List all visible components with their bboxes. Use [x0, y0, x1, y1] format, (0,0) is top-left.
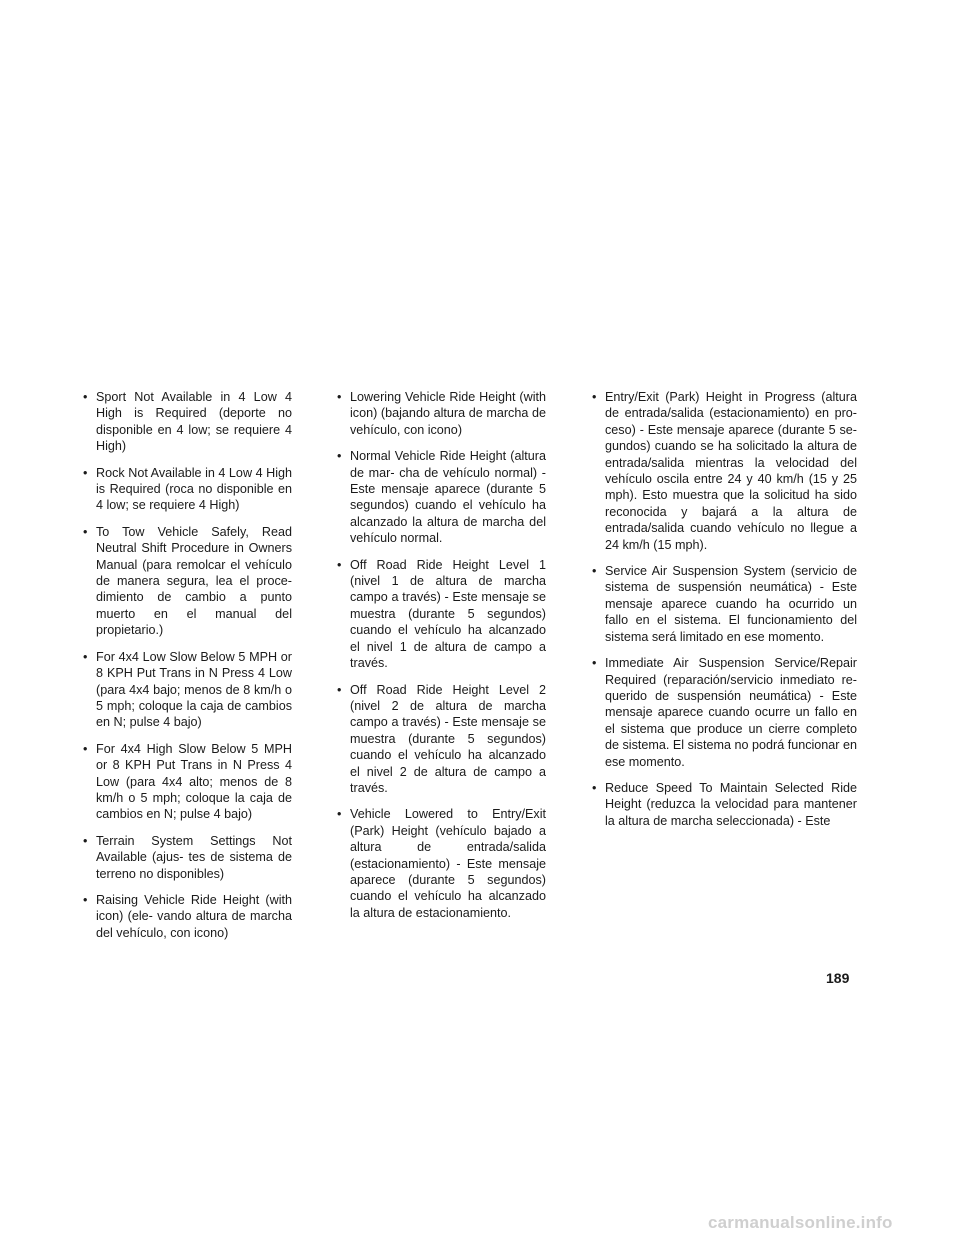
list-item [589, 563, 857, 645]
list-item [80, 741, 292, 823]
list-item [334, 682, 546, 797]
bullet-icon: • [592, 564, 597, 579]
list-item-text: Normal Vehicle Ride Height (altura de mar- cha de vehículo normal) - Este mensaje aparece (durante 5 segundos) cuando el vehículo ha alcanzado la altura de marcha del vehículo normal. [350, 449, 546, 546]
bullet-icon: • [83, 390, 88, 404]
list-item [80, 833, 292, 882]
list-item [80, 649, 292, 731]
list-item [589, 389, 857, 553]
bullet-icon: • [83, 741, 88, 756]
list-item-text: For 4x4 High Slow Below 5 MPH or 8 KPH Put Trans in N Press 4 Low (para 4x4 alto; menos de 8 km/h o 5 mph; coloque la caja de cambios en N; pulse 4 bajo) [96, 741, 292, 822]
bullet-icon: • [83, 649, 88, 664]
bullet-icon: • [83, 524, 88, 539]
list-item-text: Service Air Suspension System (servicio de sistema de suspensión neumática) - Este mensaje aparece cuando ha ocurrido un fallo en el sistema. El funcionamiento del sistema será limitado en ese momento. [605, 564, 857, 644]
watermark: carmanualsonline.info [708, 1213, 893, 1232]
list-item [589, 780, 857, 829]
bullet-icon: • [592, 390, 597, 404]
list-item [80, 389, 292, 455]
list-item-text: To Tow Vehicle Safely, Read Neutral Shift Procedure in Owners Manual (para remolcar el vehículo de manera segura, lea el proce- dimiento de cambio a punto muerto en el manual del propietario.) [96, 524, 292, 638]
bullet-icon: • [592, 780, 597, 795]
list-item-text: Terrain System Settings Not Available (ajus- tes de sistema de terreno no disponibles) [96, 833, 292, 881]
bullet-icon: • [337, 449, 342, 464]
list-item-text: Immediate Air Suspension Service/Repair Required (reparación/servicio inmediato re- querido de suspensión neumática) - Este mensaje aparece cuando ocurre un fallo en el sistema que produce un cierre completo de sistema. El sistema no podrá funcionar en ese momento. [605, 656, 858, 769]
list-item [589, 655, 857, 770]
list-item [334, 557, 546, 672]
list-item-text: Sport Not Available in 4 Low 4 High is Required (deporte no disponible en 4 low; se requiere 4 High) [96, 390, 292, 454]
list-item [334, 389, 546, 438]
list-item [334, 448, 546, 546]
list-item [80, 892, 292, 941]
page-number: 189 [826, 970, 850, 986]
list-item-text: Vehicle Lowered to Entry/Exit (Park) Height (vehículo bajado a altura de entrada/salida (estacionamiento) - Este mensaje aparece (durante 5 segundos) cuando el vehículo ha alcanzado la altura de estacionamiento. [350, 807, 546, 920]
list-item-text: Entry/Exit (Park) Height in Progress (altura de entrada/salida (estacionamiento) en pro- ceso) - Este mensaje aparece (durante 5 se- gundos) cuando se ha solicitado la altura de entrada/salida mientras la velocidad del vehículo oscila entre 24 y 40 km/h (15 y 25 mph). Esto muestra que la solicitud ha sido reconocida y bajará a la altura de entrada/salida cuando vehículo no llegue a 24 km/h (15 mph). [605, 390, 857, 552]
list-item-text: Lowering Vehicle Ride Height (with icon) (bajando altura de marcha de vehículo, con icono) [350, 390, 546, 437]
list-item-text: Raising Vehicle Ride Height (with icon) (ele- vando altura de marcha del vehículo, con icono) [96, 892, 292, 940]
list-item-text: Off Road Ride Height Level 2 (nivel 2 de altura de marcha campo a través) - Este mensaje se muestra (durante 5 segundos) cuando el vehículo ha alcanzado el nivel 2 de altura de campo a través. [350, 682, 546, 795]
list-item [80, 524, 292, 639]
list-item-text: Off Road Ride Height Level 1 (nivel 1 de altura de marcha campo a través) - Este mensaje se muestra (durante 5 segundos) cuando el vehículo ha alcanzado el nivel 1 de altura de campo a través. [350, 557, 546, 671]
bullet-icon: • [83, 833, 88, 848]
bullet-icon: • [337, 682, 342, 697]
bullet-icon: • [83, 892, 88, 907]
bullet-icon: • [592, 656, 597, 671]
bullet-icon: • [337, 807, 342, 822]
bullet-icon: • [337, 557, 342, 572]
list-item-text: Rock Not Available in 4 Low 4 High is Required (roca no disponible en 4 low; se requiere 4 High) [96, 465, 292, 513]
text-column-1 [80, 389, 292, 951]
list-item-text: Reduce Speed To Maintain Selected Ride Height (reduzca la velocidad para mantener la altura de marcha seleccionada) - Este [605, 780, 857, 828]
list-item [334, 806, 546, 921]
bullet-icon: • [83, 465, 88, 480]
text-column-2 [334, 389, 546, 931]
text-column-3 [589, 389, 857, 839]
list-item-text: For 4x4 Low Slow Below 5 MPH or 8 KPH Put Trans in N Press 4 Low (para 4x4 bajo; menos de 8 km/h o 5 mph; coloque la caja de cambios en N; pulse 4 bajo) [96, 649, 292, 730]
list-item [80, 465, 292, 514]
bullet-icon: • [337, 390, 342, 404]
